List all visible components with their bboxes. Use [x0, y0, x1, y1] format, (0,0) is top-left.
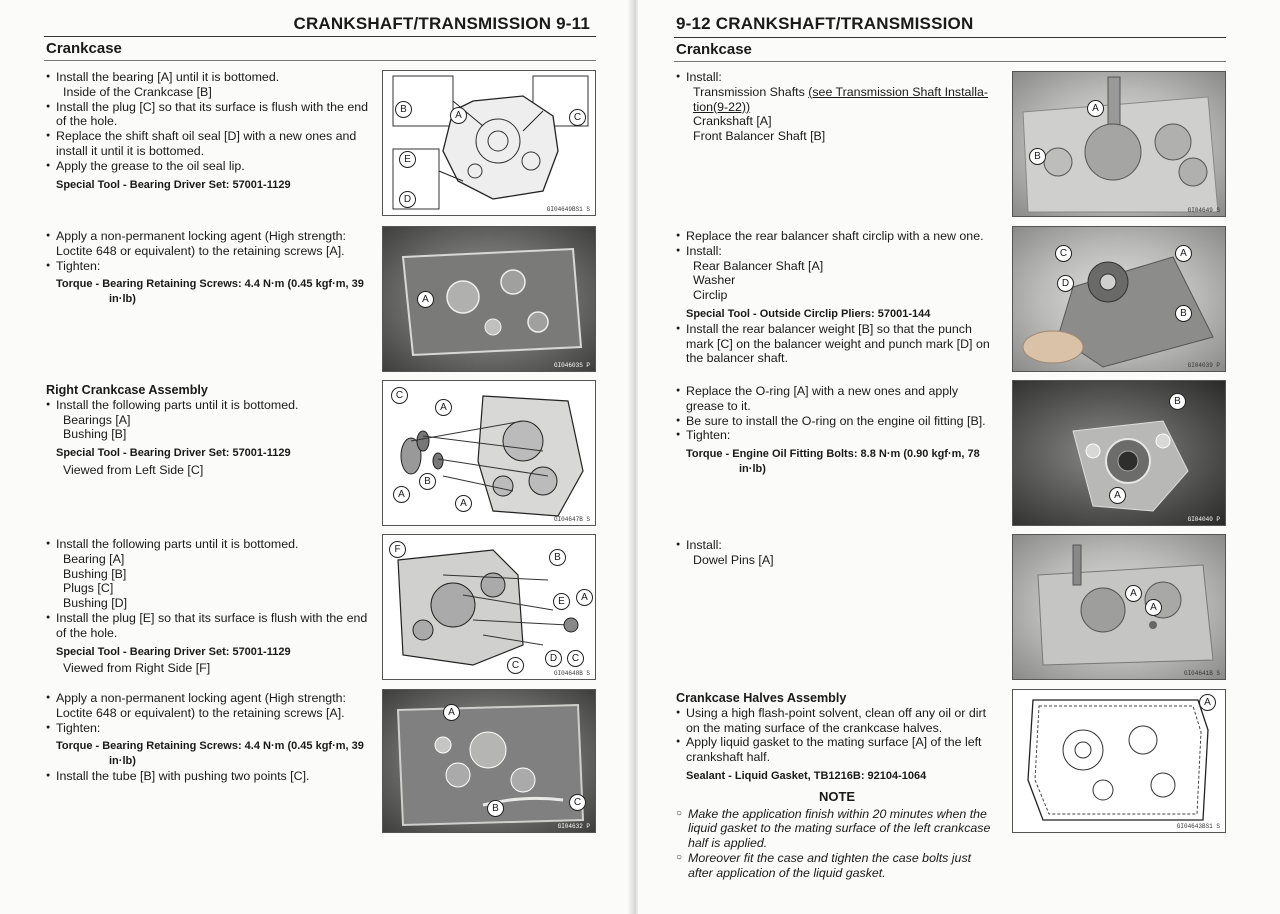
special-tool: Special Tool - Bearing Driver Set: 57001-1129	[56, 645, 291, 658]
figure-code: GI04603S P	[553, 362, 590, 369]
cross-reference-link[interactable]: tion(9-22))	[693, 99, 751, 114]
callout-c: C	[1055, 245, 1072, 262]
callout-b: B	[549, 549, 566, 566]
figure-code: GI04039 P	[1187, 362, 1220, 369]
torque-spec: Torque - Bearing Retaining Screws: 4.4 N·m (0.45 kgf·m, 39	[56, 278, 364, 291]
callout-d: D	[1057, 275, 1074, 292]
bullet-text: ● Install the bearing [A] until it is bottomed.	[46, 70, 368, 85]
bullet-text: ● Apply a non-permanent locking agent (High strength: Loctite 648 or equivalent) to the retaining screws [A].	[46, 691, 368, 721]
callout-b: B	[395, 101, 412, 118]
callout-c: C	[569, 794, 586, 811]
view-note: Viewed from Left Side [C]	[63, 462, 204, 477]
sub-item: Crankshaft [A]	[693, 114, 772, 129]
figure-right-crankcase-right-view	[382, 534, 596, 680]
bullet-text: ● Apply the grease to the oil seal lip.	[46, 159, 368, 174]
sub-item: Inside of the Crankcase [B]	[63, 84, 212, 99]
figure-code: GI04632 P	[557, 823, 590, 830]
right-page	[638, 0, 1280, 914]
figure-code: GI04649 S	[1187, 207, 1220, 214]
header-rule	[674, 37, 1226, 38]
sub-item: Front Balancer Shaft [B]	[693, 129, 826, 144]
special-tool: Special Tool - Outside Circlip Pliers: 57001-144	[686, 307, 931, 320]
crankcase-line-drawing	[383, 71, 595, 215]
text-block-5	[676, 691, 998, 881]
figure-right-crankcase-left-view	[382, 380, 596, 526]
crankcase-line-drawing	[1013, 690, 1225, 832]
bullet-text: ● Install the plug [E] so that its surface is flush with the end of the hole.	[46, 611, 368, 641]
bullet-text: ● Install:	[676, 70, 998, 85]
balancer-photo-shapes	[1013, 227, 1225, 371]
torque-spec-cont: in·lb)	[739, 462, 766, 475]
special-tool: Special Tool - Bearing Driver Set: 57001-1129	[56, 178, 291, 191]
subsection-title: Right Crankcase Assembly	[46, 383, 208, 397]
sub-item: Transmission Shafts	[693, 84, 809, 99]
section-rule	[674, 61, 1226, 62]
callout-c: C	[567, 650, 584, 667]
sub-item: Bushing [B]	[63, 427, 127, 442]
callout-a: A	[393, 486, 410, 503]
callout-d: D	[545, 650, 562, 667]
sub-item: Bushing [D]	[63, 596, 128, 611]
bullet-text: ● Apply liquid gasket to the mating surface [A] of the left crankshaft half.	[676, 735, 998, 765]
figure-code: GI04648B S	[553, 670, 590, 677]
crankcase-photo-shapes	[1013, 72, 1225, 216]
sub-item: Rear Balancer Shaft [A]	[693, 258, 824, 273]
torque-spec-cont: in·lb)	[109, 755, 136, 768]
callout-e: E	[553, 593, 570, 610]
callout-a: A	[1145, 599, 1162, 616]
torque-spec: Torque - Bearing Retaining Screws: 4.4 N·m (0.45 kgf·m, 39	[56, 740, 364, 753]
left-page	[0, 0, 634, 914]
section-rule	[44, 60, 596, 61]
bullet-text: ● Install the following parts until it is bottomed.	[46, 398, 368, 413]
sealant-spec: Sealant - Liquid Gasket, TB1216B: 92104-1064	[686, 769, 927, 782]
figure-code: GI04647B S	[553, 516, 590, 523]
callout-a: A	[455, 495, 472, 512]
figure-code: GI04040 P	[1187, 516, 1220, 523]
bullet-text: ● Tighten:	[46, 721, 368, 736]
callout-b: B	[1169, 393, 1186, 410]
bullet-text: ● Install the rear balancer weight [B] so that the punch mark [C] on the balancer weight and punch mark [D] on the balancer shaft.	[676, 322, 998, 366]
bullet-text: ● Tighten:	[46, 259, 368, 274]
note-text: ○ Make the application finish within 20 minutes when the liquid gasket to the mating surface of the left crankcase half is applied.	[676, 807, 998, 851]
page-header-left: CRANKSHAFT/TRANSMISSION 9-11	[293, 14, 590, 33]
callout-b: B	[1029, 148, 1046, 165]
view-note: Viewed from Right Side [F]	[63, 661, 211, 676]
text-block-3	[46, 383, 368, 478]
bullet-text: ● Install the following parts until it is bottomed.	[46, 537, 368, 552]
note-title: NOTE	[818, 788, 856, 804]
bullet-text: ● Apply a non-permanent locking agent (High strength: Loctite 648 or equivalent) to the retaining screws [A].	[46, 229, 368, 259]
text-block-3	[676, 384, 998, 477]
callout-a: A	[1109, 487, 1126, 504]
figure-code: GI04641B S	[1183, 670, 1220, 677]
section-title-right: Crankcase	[676, 41, 752, 58]
callout-b: B	[1175, 305, 1192, 322]
callout-c: C	[391, 387, 408, 404]
torque-spec-cont: in·lb)	[109, 293, 136, 306]
cross-reference-link[interactable]: (see Transmission Shaft Installa-	[808, 84, 988, 99]
text-block-1	[676, 70, 998, 144]
callout-c: C	[569, 109, 586, 126]
figure-oil-fitting-photo	[1012, 380, 1226, 526]
callout-a: A	[443, 704, 460, 721]
callout-a: A	[1087, 100, 1104, 117]
callout-a: A	[450, 107, 467, 124]
figure-crankshaft-photo	[1012, 71, 1226, 217]
dowel-photo-shapes	[1013, 535, 1225, 679]
figure-retaining-screws-photo	[382, 226, 596, 372]
callout-a: A	[1125, 585, 1142, 602]
bullet-text: ● Install:	[676, 538, 998, 553]
figure-dowel-pins-photo	[1012, 534, 1226, 680]
page-header-right: 9-12 CRANKSHAFT/TRANSMISSION	[676, 14, 974, 33]
callout-a: A	[417, 291, 434, 308]
torque-spec: Torque - Engine Oil Fitting Bolts: 8.8 N·m (0.90 kgf·m, 78	[686, 448, 980, 461]
bullet-text: ● Install the tube [B] with pushing two points [C].	[46, 769, 368, 784]
figure-liquid-gasket-diagram	[1012, 689, 1226, 833]
section-title-left: Crankcase	[46, 40, 122, 57]
bullet-text: ● Install:	[676, 244, 998, 259]
bullet-text: ● Be sure to install the O-ring on the engine oil fitting [B].	[676, 414, 998, 429]
sub-item: Dowel Pins [A]	[693, 552, 774, 567]
bullet-text: ● Tighten:	[676, 428, 998, 443]
callout-a: A	[576, 589, 593, 606]
exploded-diagram	[383, 381, 595, 525]
note-text: ○ Moreover fit the case and tighten the case bolts just after application of the liquid gasket.	[676, 851, 998, 881]
bullet-text: ● Replace the shift shaft oil seal [D] with a new ones and install it until it is bottomed.	[46, 129, 368, 159]
figure-code: GI04643BS1 S	[1176, 823, 1220, 830]
figure-tube-install-photo	[382, 689, 596, 833]
bullet-text: ● Using a high flash-point solvent, clean off any oil or dirt on the mating surface of the crankcase halves.	[676, 706, 998, 736]
sub-item: Circlip	[693, 288, 728, 303]
callout-b: B	[419, 473, 436, 490]
callout-d: D	[399, 191, 416, 208]
figure-code: GI04649BS1 S	[546, 206, 590, 213]
figure-balancer-weight-photo	[1012, 226, 1226, 372]
callout-a: A	[435, 399, 452, 416]
subsection-title: Crankcase Halves Assembly	[676, 691, 847, 705]
text-block-2	[676, 229, 998, 366]
bullet-text: ● Install the plug [C] so that its surface is flush with the end of the hole.	[46, 100, 368, 130]
figure-bearing-install	[382, 70, 596, 216]
callout-a: A	[1199, 694, 1216, 711]
callout-e: E	[399, 151, 416, 168]
sub-item: Bushing [B]	[63, 566, 127, 581]
bullet-text: ● Replace the rear balancer shaft circlip with a new one.	[676, 229, 998, 244]
sub-item: Washer	[693, 273, 736, 288]
callout-c: C	[507, 657, 524, 674]
text-block-5	[46, 691, 368, 784]
header-rule	[44, 36, 596, 37]
text-block-1	[46, 70, 368, 192]
callout-b: B	[487, 800, 504, 817]
text-block-4	[46, 537, 368, 676]
text-block-4	[676, 538, 998, 568]
special-tool: Special Tool - Bearing Driver Set: 57001-1129	[56, 447, 291, 460]
crankcase-photo-shapes	[383, 227, 595, 371]
sub-item: Bearing [A]	[63, 551, 125, 566]
sub-item: Bearings [A]	[63, 412, 131, 427]
callout-a: A	[1175, 245, 1192, 262]
callout-f: F	[389, 541, 406, 558]
sub-item: Plugs [C]	[63, 581, 114, 596]
bullet-text: ● Replace the O-ring [A] with a new ones and apply grease to it.	[676, 384, 998, 414]
text-block-2	[46, 229, 368, 307]
